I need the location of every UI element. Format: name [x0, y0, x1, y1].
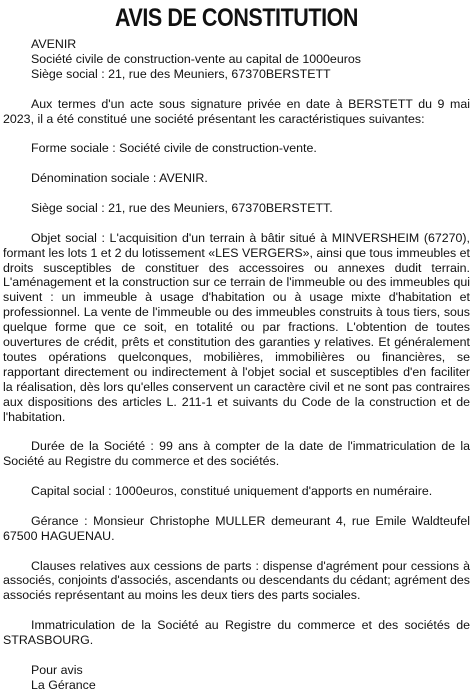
spacer: [3, 603, 470, 618]
intro-paragraph: Aux termes d'un acte sous signature privée en date à BERSTETT du 9 mai 2023, il a été constitué une société présentant les caractéristiques suivantes:: [3, 96, 470, 126]
duree-societe: Durée de la Société : 99 ans à compter de la date de l'immatriculation de la Société au Registre du commerce et des sociétés.: [3, 439, 470, 469]
spacer: [3, 499, 470, 514]
forme-sociale: Forme sociale : Société civile de construction-vente.: [31, 141, 317, 156]
siege-social: Siège social : 21, rue des Meuniers, 67370BERSTETT.: [31, 200, 333, 215]
clauses-cession: Clauses relatives aux cessions de parts : dispense d'agrément pour cessions à associés, conjoints d'associés, ascendants ou descendants du cédant; agrément des associés représentant au moins les deux tiers des parts sociales.: [3, 558, 470, 603]
objet-social: Objet social : L'acquisition d'un terrain à bâtir situé à MINVERSHEIM (67270), formant les lots 1 et 2 du lotissement «LES VERGERS», ainsi que tous immeubles et droits susceptibles de constituer des accessoires ou annexes dudit terrain. L'aménagement et la construction sur ce terrain de l'immeuble ou des immeubles qui suivent : un immeuble à usage d'habitation ou à usage mixte d'habitation et professionnel. La vente de l'immeuble ou des immeubles construits à tous tiers, sous quelque forme que ce soit, en totalité ou par fractions. L'obtention de toutes ouvertures de crédit, prêts et constitution des garanties y relatives. Et généralement toutes opérations quelconques, mobilières, immobilières ou financières, se rapportant directement ou indirectement à l'objet social et susceptibles d'en faciliter la réalisation, dès lors qu'elles conservent un caractère civil et ne sont pas contraires aux dispositions des articles L. 211-1 et suivants du Code de la construction et de l'habitation.: [3, 230, 470, 424]
spacer: [3, 156, 470, 171]
company-header: [3, 37, 470, 82]
spacer: [3, 469, 470, 484]
notice-title: AVIS DE CONSTITUTION: [114, 4, 359, 32]
denomination-sociale: Dénomination sociale : AVENIR.: [31, 171, 208, 186]
spacer: [3, 82, 470, 97]
spacer: [3, 216, 470, 231]
spacer: [3, 126, 470, 141]
gerance: Gérance : Monsieur Christophe MULLER demeurant 4, rue Emile Waldteufel 67500 HAGUENAU.: [3, 513, 470, 543]
immatriculation: Immatriculation de la Société au Registre du commerce et des sociétés de STRASBOURG.: [3, 618, 470, 648]
pour-avis: Pour avis: [31, 662, 83, 677]
spacer: [3, 648, 470, 663]
signature-block: [3, 663, 470, 693]
spacer: [3, 544, 470, 559]
company-address: Siège social : 21, rue des Meuniers, 67370BERSTETT: [31, 66, 331, 81]
company-name: AVENIR: [31, 37, 77, 51]
spacer: [3, 424, 470, 439]
capital-social: Capital social : 1000euros, constitué uniquement d'apports en numéraire.: [31, 484, 433, 499]
company-type: Société civile de construction-vente au capital de 1000euros: [31, 51, 361, 66]
signatory: La Gérance: [31, 677, 96, 692]
spacer: [3, 186, 470, 201]
